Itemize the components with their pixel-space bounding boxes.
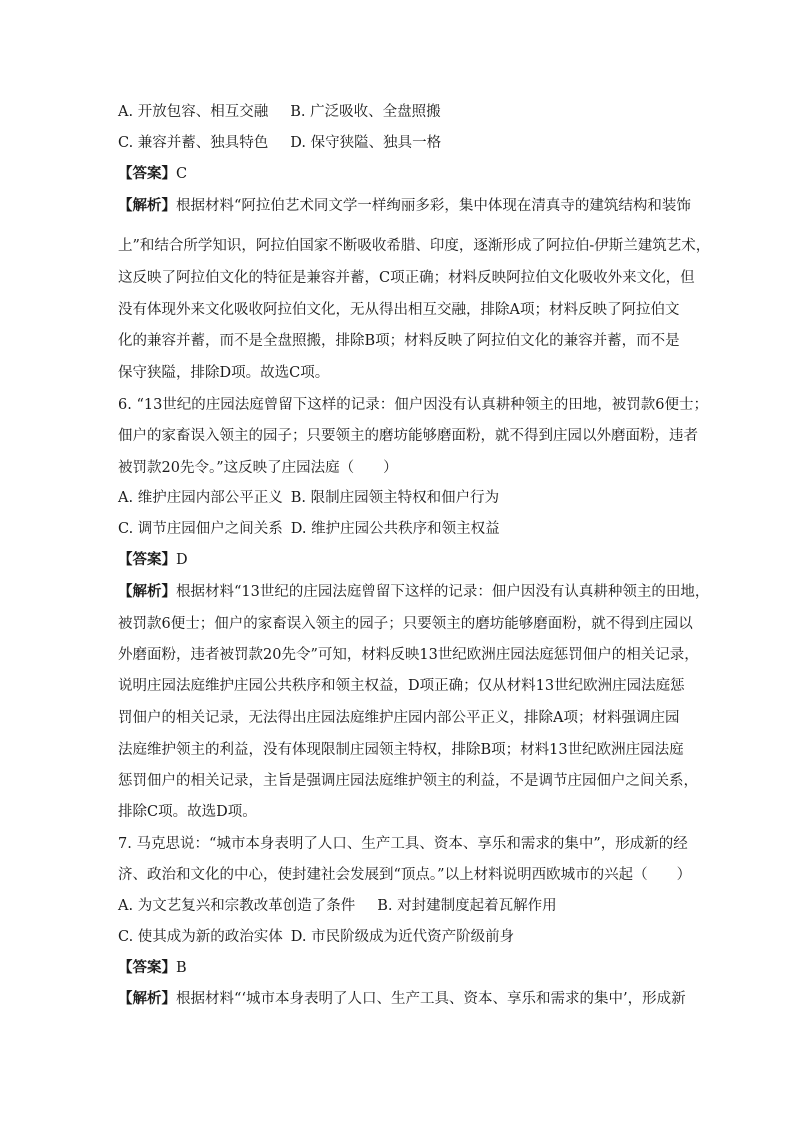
q6-stem-line-3: 被罚款20先令。”这反映了庄园法庭（ ） — [118, 460, 398, 476]
q5-analysis-line-2: 上”和结合所学知识，阿拉伯国家不断吸收希腊、印度，逐渐形成了阿拉伯-伊斯兰建筑艺术， — [118, 238, 711, 254]
q5-answer-tag: 【答案】 — [118, 165, 176, 182]
q5-option-c: C. 兼容并蓄、独具特色 — [118, 135, 269, 151]
q6-option-a: A. 维护庄园内部公平正义 — [118, 490, 283, 506]
q6-analysis-line-2: 被罚款6便士；佃户的家畜误入领主的园子；只要领主的磨坊能够磨面粉，就不得到庄园以 — [118, 616, 693, 632]
q6-analysis-line-5: 罚佃户的相关记录，无法得出庄园法庭维护庄园内部公平正义，排除A项；材料强调庄园 — [118, 710, 680, 726]
q5-option-b: B. 广泛吸收、全盘照搬 — [290, 104, 441, 120]
q5-option-d: D. 保守狭隘、独具一格 — [290, 135, 442, 151]
q5-options-row-1 — [118, 102, 441, 122]
q7-options-row-1 — [118, 896, 557, 916]
q5-analysis-line-4: 没有体现外来文化吸收阿拉伯文化，无从得出相互交融，排除A项；材料反映了阿拉伯文 — [118, 302, 680, 318]
q7-option-a: A. 为文艺复兴和宗教改革创造了条件 — [118, 898, 356, 914]
q6-option-b: B. 限制庄园领主特权和佃户行为 — [290, 490, 500, 506]
q6-option-d: D. 维护庄园公共秩序和领主权益 — [290, 521, 500, 537]
q6-options-row-2 — [118, 519, 500, 539]
q6-analysis-line-4: 说明庄园法庭维护庄园公共秩序和领主权益，D项正确；仅从材料13世纪欧洲庄园法庭惩 — [118, 678, 685, 694]
q5-analysis-line-1: 【解析】根据材料“阿拉伯艺术同文学一样绚丽多彩，集中体现在清真寺的建筑结构和装饰 — [118, 197, 691, 214]
q7-option-d: D. 市民阶级成为近代资产阶级前身 — [290, 929, 515, 945]
q6-analysis-line-3: 外磨面粉，违者被罚款20先令”可知，材料反映13世纪欧洲庄园法庭惩罚佃户的相关记录， — [118, 647, 699, 663]
q6-stem-line-2: 佃户的家畜误入领主的园子；只要领主的磨坊能够磨面粉，就不得到庄园以外磨面粉，违者 — [118, 428, 698, 444]
q7-analysis-tag: 【解析】 — [118, 990, 176, 1007]
q5-option-a: A. 开放包容、相互交融 — [118, 104, 269, 120]
q5-analysis-line-5: 化的兼容并蓄，而不是全盘照搬，排除B项；材料反映了阿拉伯文化的兼容并蓄，而不是 — [118, 333, 680, 349]
q5-analysis-tag: 【解析】 — [118, 197, 176, 214]
q6-analysis-line-8: 排除C项。故选D项。 — [118, 804, 257, 820]
q7-answer-tag: 【答案】 — [118, 959, 176, 976]
q7-answer-value: B — [176, 960, 187, 976]
q7-option-c: C. 使其成为新的政治实体 — [118, 929, 283, 945]
q7-analysis-line-1: 【解析】根据材料“‘城市本身表明了人口、生产工具、资本、享乐和需求的集中’，形成新 — [118, 990, 686, 1007]
q6-analysis-line-1: 【解析】根据材料“13世纪的庄园法庭曾留下这样的记录：佃户因没有认真耕种领主的田地， — [118, 583, 710, 600]
q7-stem-line-2: 济、政治和文化的中心，使封建社会发展到“顶点。”以上材料说明西欧城市的兴起（ ） — [118, 867, 692, 883]
q5-analysis-line-6: 保守狭隘，排除D项。故选C项。 — [118, 365, 330, 381]
q7-option-b: B. 对封建制度起着瓦解作用 — [377, 898, 557, 914]
q5-analysis-line-3: 这反映了阿拉伯文化的特征是兼容并蓄，C项正确；材料反映阿拉伯文化吸收外来文化，但 — [118, 270, 695, 286]
q6-answer-tag: 【答案】 — [118, 551, 176, 568]
q5-options-row-2 — [118, 133, 441, 153]
q7-stem-line-1: 7. 马克思说：“城市本身表明了人口、生产工具、资本、享乐和需求的集中”，形成新的经 — [118, 836, 688, 852]
q5-answer — [118, 164, 187, 184]
q6-stem-line-1: 6. “13世纪的庄园法庭曾留下这样的记录：佃户因没有认真耕种领主的田地，被罚款6便士； — [118, 397, 709, 413]
q7-answer — [118, 958, 187, 978]
q6-analysis-line-6: 法庭维护领主的利益，没有体现限制庄园领主特权，排除B项；材料13世纪欧洲庄园法庭 — [118, 742, 684, 758]
q6-analysis-tag: 【解析】 — [118, 583, 176, 600]
q5-answer-value: C — [176, 166, 188, 182]
q6-options-row-1 — [118, 488, 499, 508]
q6-analysis-line-7: 惩罚佃户的相关记录，主旨是强调庄园法庭维护领主的利益，不是调节庄园佃户之间关系， — [118, 773, 698, 789]
q7-options-row-2 — [118, 927, 514, 947]
q6-option-c: C. 调节庄园佃户之间关系 — [118, 521, 283, 537]
q6-answer — [118, 550, 188, 570]
q6-answer-value: D — [176, 552, 188, 568]
